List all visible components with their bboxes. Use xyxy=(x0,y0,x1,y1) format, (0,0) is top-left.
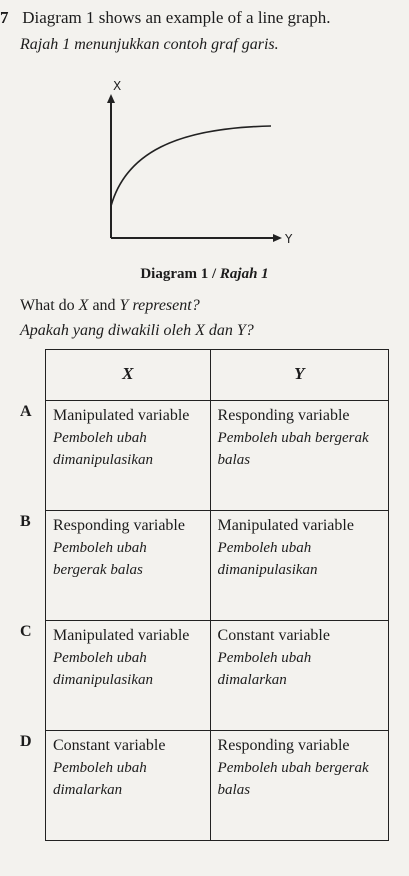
option-a-x xyxy=(46,401,211,511)
caption-separator: / xyxy=(211,266,217,282)
question-text-en xyxy=(0,8,331,28)
graph-horizontal-arrow-icon xyxy=(273,234,282,242)
option-d-x-ms: Pemboleh ubah dimalarkan xyxy=(53,760,147,798)
option-b-y-ms: Pemboleh ubah dimanipulasikan xyxy=(217,540,318,578)
option-c-x xyxy=(46,621,211,731)
option-a-y-en: Responding variable xyxy=(217,407,350,424)
option-b-y xyxy=(210,511,388,621)
prompt-en-y: Y xyxy=(119,297,129,314)
diagram-caption xyxy=(0,266,409,283)
option-b-x-ms: Pemboleh ubah bergerak balas xyxy=(53,540,147,578)
option-row-a[interactable] xyxy=(46,401,389,511)
option-row-d[interactable] xyxy=(46,731,389,841)
option-letter-d[interactable]: D xyxy=(20,733,32,750)
option-d-x xyxy=(46,731,211,841)
option-letter-c[interactable]: C xyxy=(20,623,32,640)
header-x: X xyxy=(46,350,211,401)
option-d-x-en: Constant variable xyxy=(53,737,166,754)
prompt-en xyxy=(20,297,200,315)
line-graph xyxy=(96,78,296,253)
caption-ms: Rajah 1 xyxy=(219,266,269,282)
option-row-b[interactable] xyxy=(46,511,389,621)
option-letter-b[interactable]: B xyxy=(20,513,31,530)
prompt-ms: Apakah yang diwakili oleh X dan Y? xyxy=(20,322,254,339)
header-y: Y xyxy=(210,350,388,401)
graph-x-axis-label: Y xyxy=(285,232,293,246)
prompt-en-x: X xyxy=(78,297,89,314)
prompt-en-mid: and xyxy=(88,297,120,314)
option-c-x-ms: Pemboleh ubah dimanipulasikan xyxy=(53,650,153,688)
option-c-y xyxy=(210,621,388,731)
option-a-y-ms: Pemboleh ubah bergerak balas xyxy=(217,430,369,468)
option-a-x-en: Manipulated variable xyxy=(53,407,190,424)
prompt-en-pre: What do xyxy=(20,297,79,314)
option-a-x-ms: Pemboleh ubah dimanipulasikan xyxy=(53,430,153,468)
option-row-c[interactable] xyxy=(46,621,389,731)
question-text-ms: Rajah 1 menunjukkan contoh graf garis. xyxy=(20,36,279,53)
option-a-y xyxy=(210,401,388,511)
option-b-x xyxy=(46,511,211,621)
option-c-y-en: Constant variable xyxy=(217,627,330,644)
prompt-en-post: represent? xyxy=(128,297,200,314)
option-b-y-en: Manipulated variable xyxy=(217,517,354,534)
option-b-x-en: Responding variable xyxy=(53,517,185,534)
option-d-y-en: Responding variable xyxy=(217,737,350,754)
graph-curve xyxy=(111,126,271,206)
graph-vertical-arrow-icon xyxy=(107,94,115,103)
question-stem-en: Diagram 1 shows an example of a line graph. xyxy=(22,8,331,27)
graph-y-axis-label: X xyxy=(113,79,122,93)
option-c-y-ms: Pemboleh ubah dimalarkan xyxy=(217,650,312,688)
option-d-y-ms: Pemboleh ubah bergerak balas xyxy=(217,760,369,798)
option-c-x-en: Manipulated variable xyxy=(53,627,190,644)
question-number: 7 xyxy=(0,8,9,27)
caption-en: Diagram 1 xyxy=(140,266,209,282)
option-d-y xyxy=(210,731,388,841)
option-letter-a[interactable]: A xyxy=(20,403,32,420)
options-table xyxy=(45,349,389,841)
options-header-row xyxy=(46,350,389,401)
